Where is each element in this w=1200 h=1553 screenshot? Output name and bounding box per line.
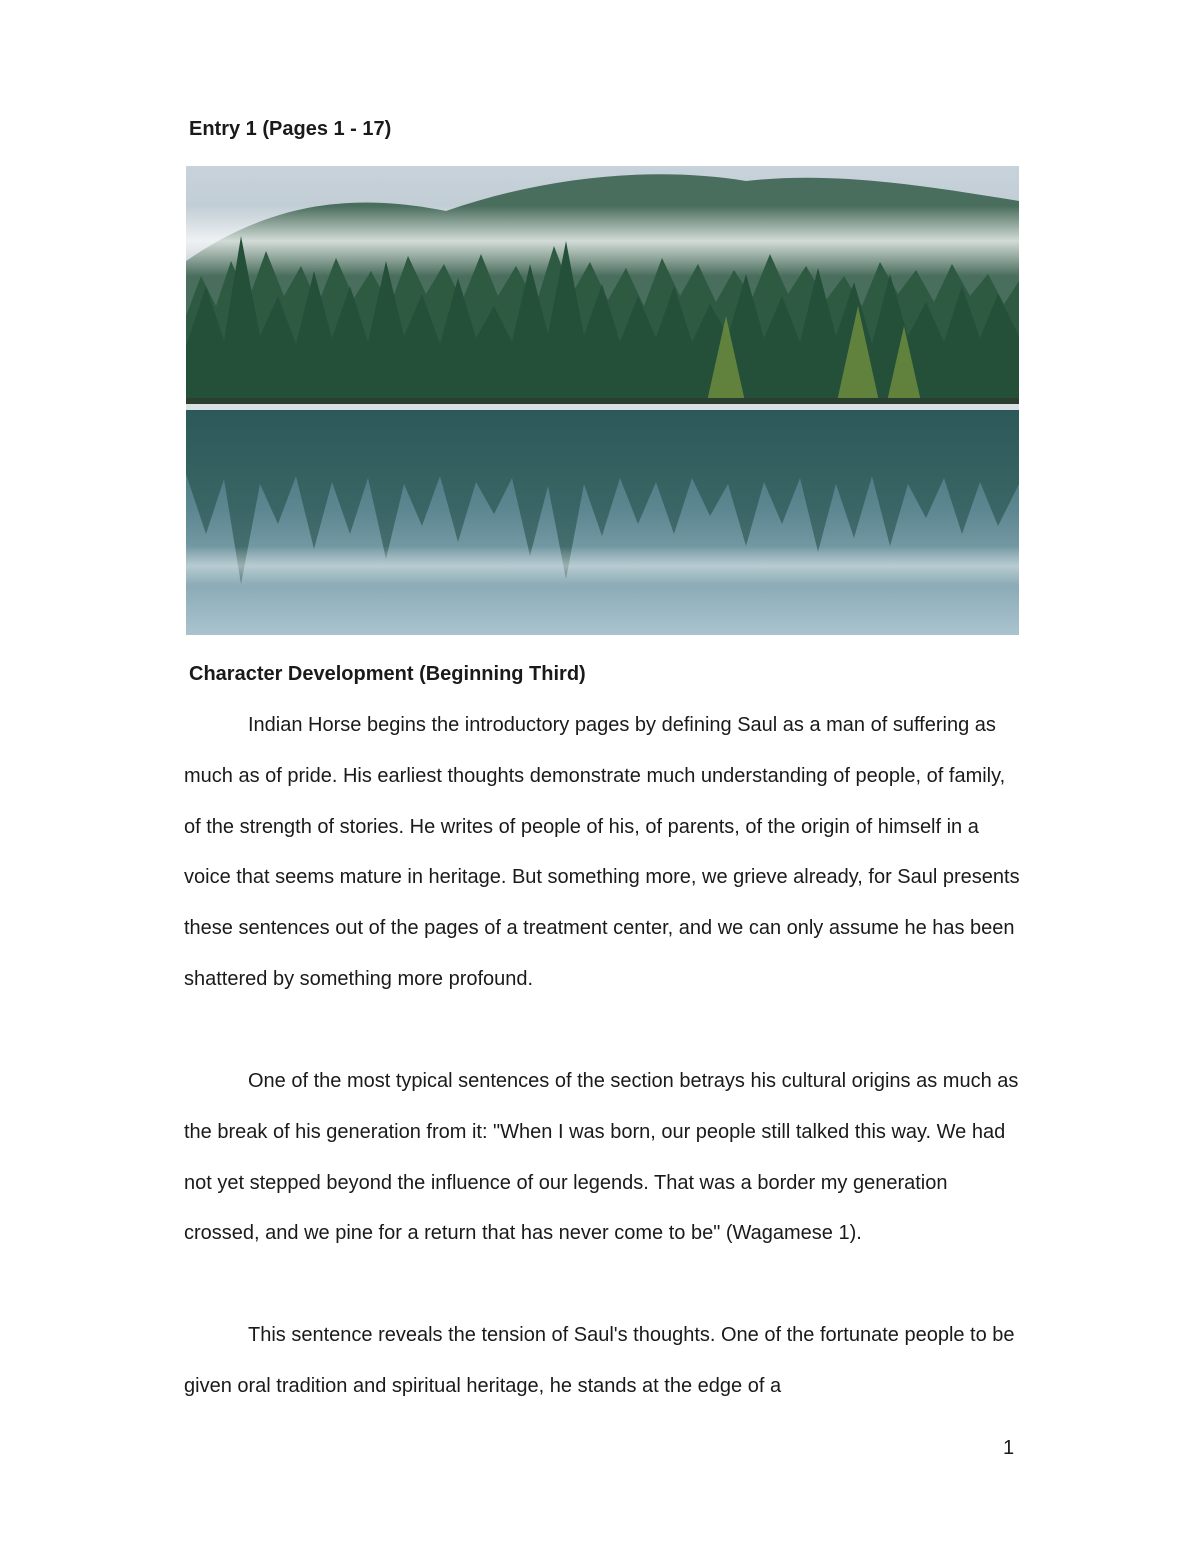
paragraph-3: This sentence reveals the tension of Saul's thoughts. One of the fortunate people to be given oral tradition and spiritual heritage, he stands at the edge of a — [184, 1324, 1015, 1397]
page-number: 1 — [1003, 1437, 1015, 1459]
lake-forest-photo — [186, 166, 1019, 635]
section-title: Character Development (Beginning Third) — [189, 663, 586, 685]
entry-title: Entry 1 (Pages 1 - 17) — [189, 118, 392, 140]
paragraph-1: Indian Horse begins the introductory pages by defining Saul as a man of suffering as much as of pride. His earliest thoughts demonstrate much understanding of people, of family, of the strength of stories. He writes of people of his, of parents, of the origin of himself in a voice that seems mature in heritage. But something more, we grieve already, for Saul presents these sentences out of the pages of a treatment center, and we can only assume he has been shattered by something more profound. — [184, 714, 1020, 990]
paragraph-2: One of the most typical sentences of the section betrays his cultural origins as much as the break of his generation from it: "When I was born, our people still talked this way. We had not yet stepped beyond the influence of our legends. That was a border my generation crossed, and we pine for a return that has never come to be" (Wagamese 1). — [184, 1070, 1019, 1245]
